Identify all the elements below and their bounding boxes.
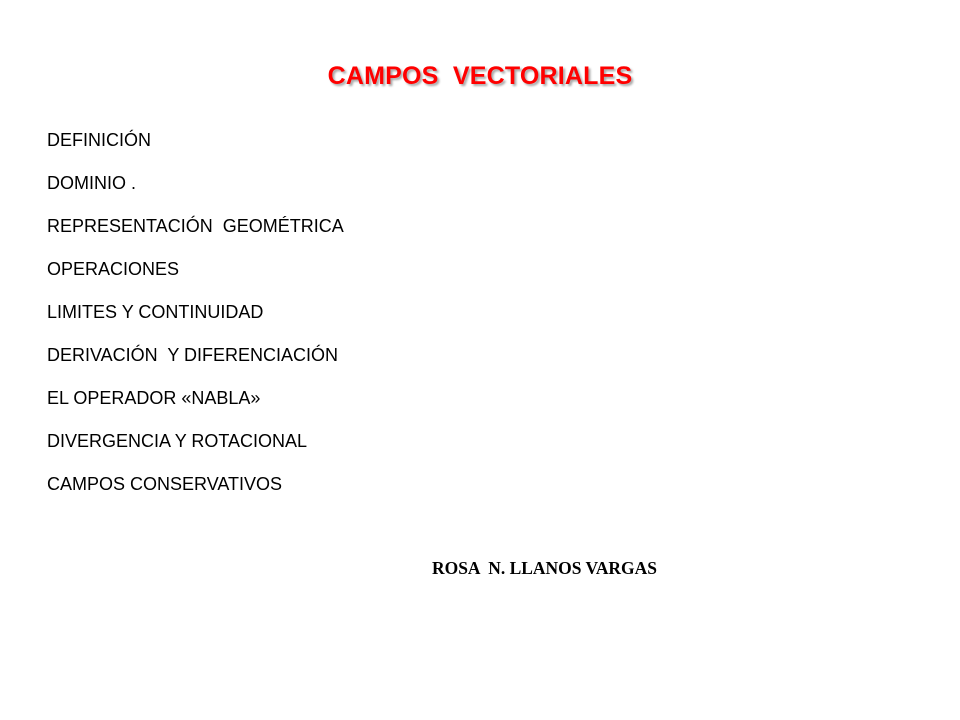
author-name: ROSA N. LLANOS VARGAS (432, 558, 657, 578)
topic-item: EL OPERADOR «NABLA» (47, 388, 261, 408)
topic-item: REPRESENTACIÓN GEOMÉTRICA (47, 216, 344, 236)
topic-list (47, 126, 344, 513)
topic-item: DOMINIO . (47, 173, 136, 193)
topic-item: CAMPOS CONSERVATIVOS (47, 474, 283, 494)
topic-item: DIVERGENCIA Y ROTACIONAL (47, 431, 308, 451)
slide-title: CAMPOS VECTORIALES (327, 62, 633, 90)
topic-item: LIMITES Y CONTINUIDAD (47, 302, 264, 322)
topic-item: DERIVACIÓN Y DIFERENCIACIÓN (47, 345, 339, 365)
topic-item: DEFINICIÓN (47, 130, 152, 150)
topic-item: OPERACIONES (47, 259, 180, 279)
